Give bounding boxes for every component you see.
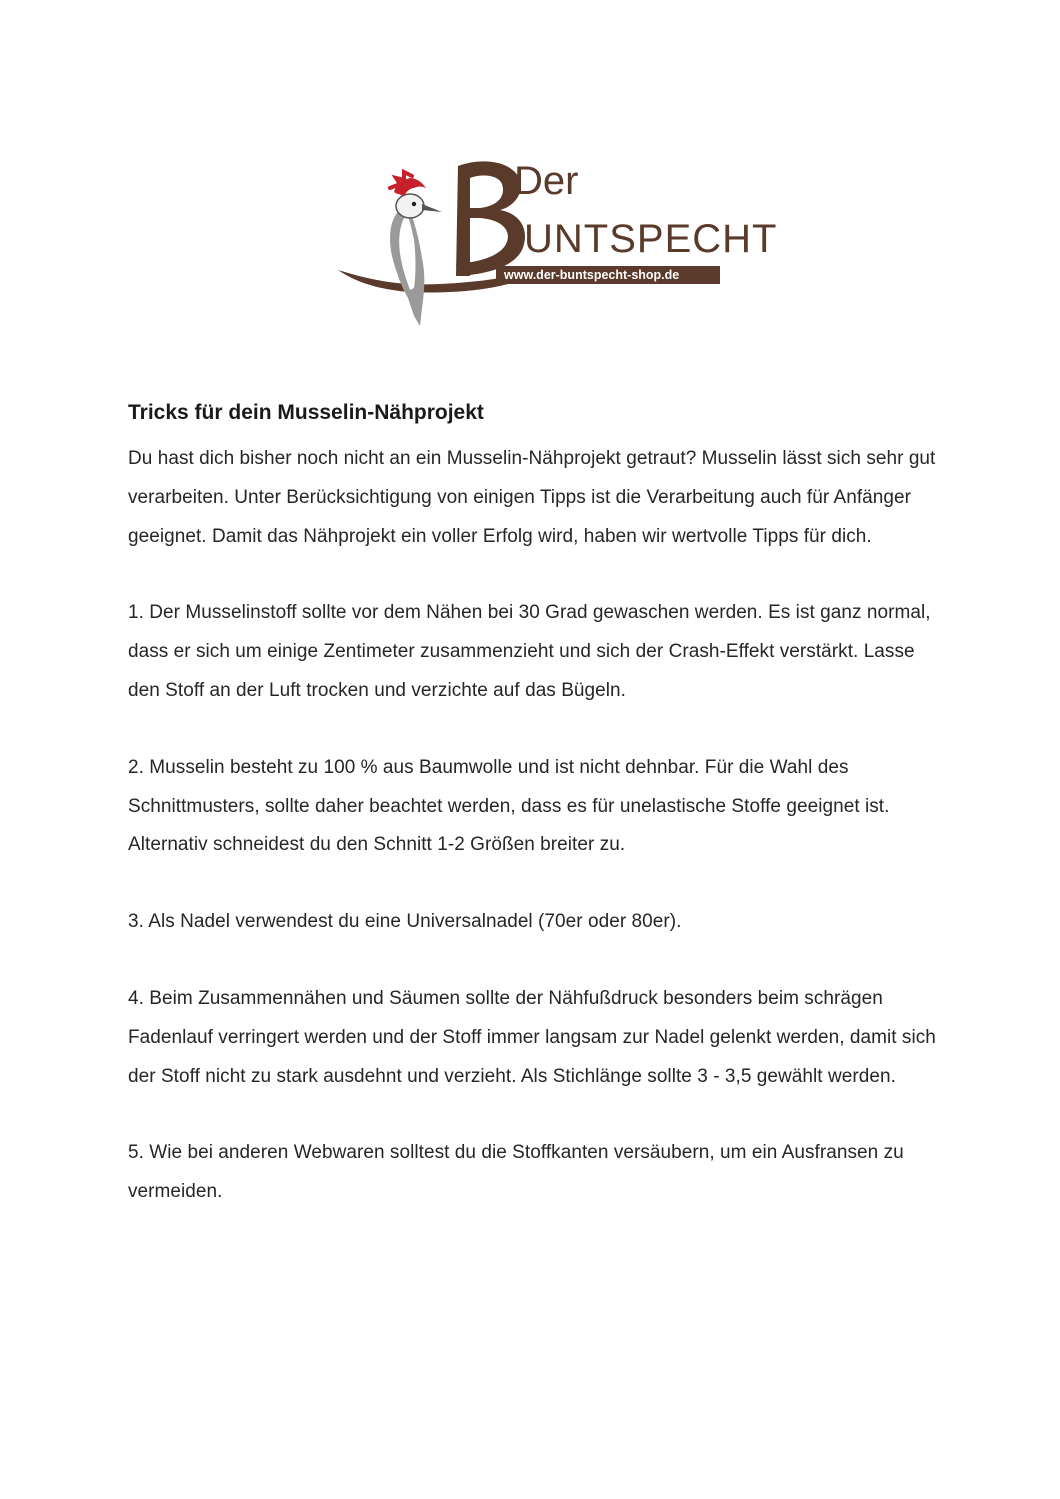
tip-5-paragraph: 5. Wie bei anderen Webwaren solltest du die Stoffkanten versäubern, um ein Ausfransen zu vermeiden.	[128, 1142, 904, 1203]
article-intro-paragraph: Du hast dich bisher noch nicht an ein Musselin-Nähprojekt getraut? Musselin lässt sich sehr gut verarbeiten. Unter Berücksichtigung von einigen Tipps ist die Verarbeitung auch für Anfänger geeignet. Damit das Nähprojekt ein voller Erfolg wird, haben wir wertvolle Tipps für dich.	[128, 448, 936, 547]
logo-url-text: www.der-buntspecht-shop.de	[504, 268, 680, 282]
woodpecker-beak	[422, 204, 442, 212]
woodpecker-eye	[412, 202, 416, 206]
woodpecker-logo-graphic	[330, 148, 778, 338]
logo-word-der: Der	[514, 159, 579, 203]
tip-4-paragraph: 4. Beim Zusammennähen und Säumen sollte der Nähfußdruck besonders beim schrägen Fadenlauf verringert werden und der Stoff immer langsam zur Nadel gelenkt werden, damit sich der Stoff nicht zu stark ausdehnt und verzieht. Als Stichlänge sollte 3 - 3,5 gewählt werden.	[128, 987, 936, 1087]
tip-1-paragraph: 1. Der Musselinstoff sollte vor dem Nähen bei 30 Grad gewaschen werden. Es ist ganz normal, dass er sich um einige Zentimeter zusammenzieht und sich der Crash-Effekt verstärkt. Lasse den Stoff an der Luft trocken und verzichte auf das Bügeln.	[128, 602, 931, 701]
woodpecker-head	[396, 194, 424, 218]
logo-word-untspecht: UNTSPECHT	[524, 217, 778, 261]
branch-shape	[338, 270, 515, 293]
brand-logo	[330, 148, 778, 338]
article	[128, 398, 948, 1250]
tip-2-paragraph: 2. Musselin besteht zu 100 % aus Baumwolle und ist nicht dehnbar. Für die Wahl des Schnittmusters, sollte daher beachtet werden, dass es für unelastische Stoffe geeignet ist. Alternativ schneidest du den Schnitt 1-2 Größen breiter zu.	[128, 756, 890, 856]
tip-3-paragraph: 3. Als Nadel verwendest du eine Universalnadel (70er oder 80er).	[128, 911, 682, 933]
article-title: Tricks für dein Musselin-Nähprojekt	[128, 401, 484, 424]
